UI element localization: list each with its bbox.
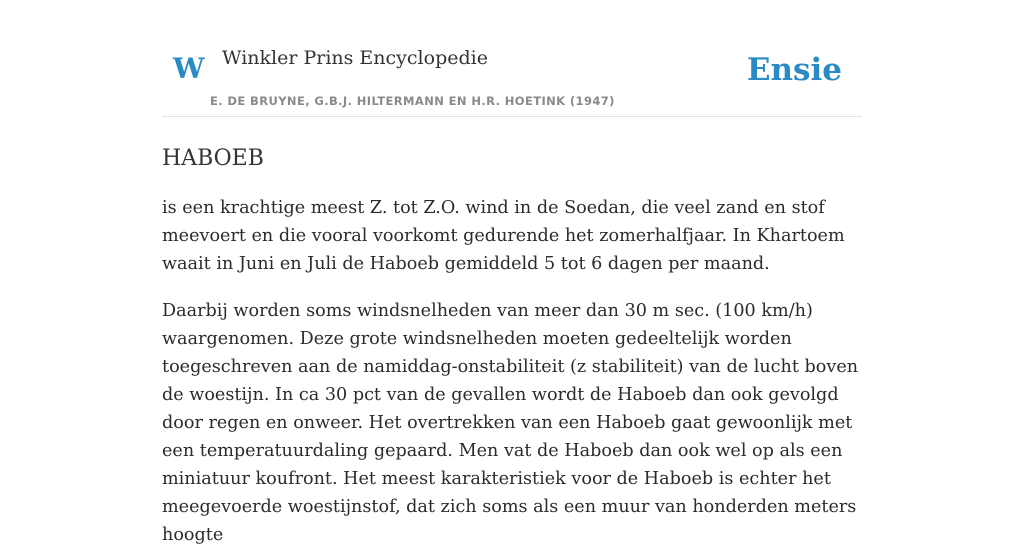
book-title-link[interactable]: Winkler Prins Encyclopedie: [222, 47, 488, 69]
page: [162, 0, 862, 545]
entry-title: HABOEB: [162, 146, 264, 171]
entry-paragraph-2: Daarbij worden soms windsnelheden van meer dan 30 m sec. (100 km/h) waargenomen. Deze grote windsnelheden moeten gedeeltelijk worden toegeschreven aan de namiddag-onstabiliteit (z stabiliteit) van de lucht boven de woestijn. In ca 30 pct van de gevallen wordt de Haboeb dan ook gevolgd door regen en onweer. Het overtrekken van een Haboeb gaat gewoonlijk met een temperatuurdaling gepaard. Men vat de Haboeb dan ook wel op als een miniatuur koufront. Het meest karakteristiek voor de Haboeb is echter het meegevoerde woestijnstof, dat zich soms als een muur van honderden meters hoogte: [162, 301, 859, 545]
entry-body: [162, 194, 862, 549]
book-authors: E. DE BRUYNE, G.B.J. HILTERMANN EN H.R. HOETINK (1947): [210, 94, 615, 108]
entry-paragraph-1: is een krachtige meest Z. tot Z.O. wind in de Soedan, die veel zand en stof meevoert en die vooral voorkomt gedurende het zomerhalfjaar. In Khartoem waait in Juni en Juli de Haboeb gemiddeld 5 tot 6 dagen per maand.: [162, 198, 845, 274]
book-header: [162, 0, 862, 117]
ensie-brand-logo[interactable]: Ensie: [746, 52, 842, 88]
book-logo-icon[interactable]: W: [173, 52, 205, 85]
